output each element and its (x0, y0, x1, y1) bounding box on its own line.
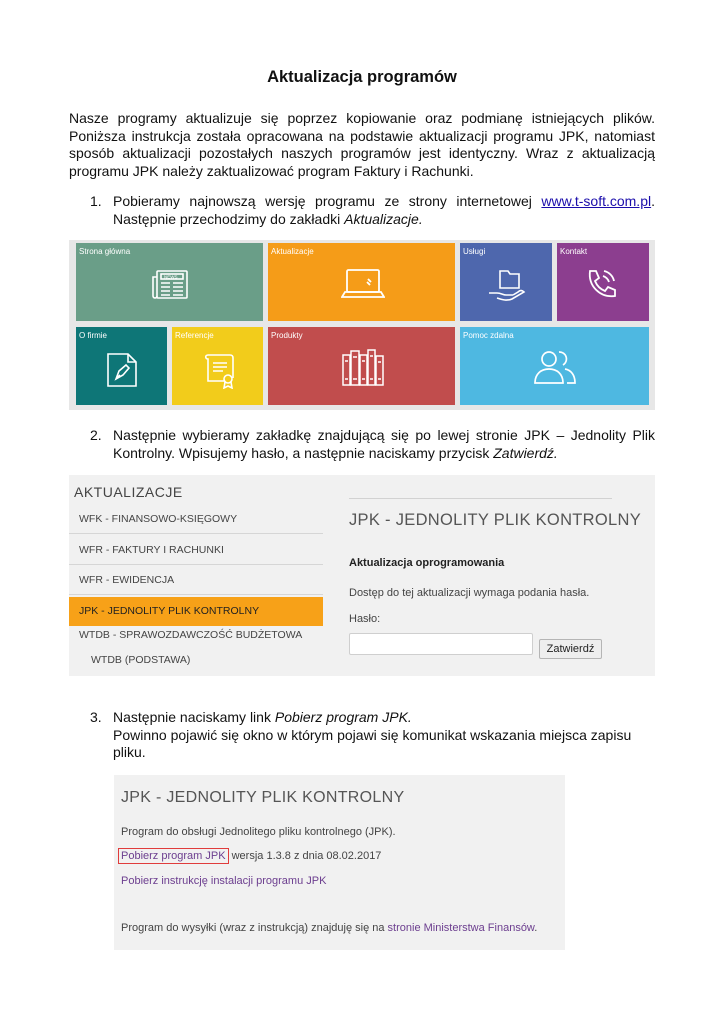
version-text: wersja 1.3.8 z dnia 08.02.2017 (228, 850, 382, 862)
tile-o-firmie (76, 327, 167, 405)
divider (349, 498, 612, 499)
tile-label: Usługi (463, 247, 486, 256)
step-number: 3. (90, 709, 102, 725)
step-italic: Pobierz program JPK. (274, 709, 412, 725)
download-heading: JPK - JEDNOLITY PLIK KONTROLNY (121, 789, 405, 806)
users-icon (532, 347, 578, 387)
footer-row (121, 922, 537, 934)
newspaper-icon (151, 269, 191, 301)
sidebar-item-jpk[interactable]: JPK - JEDNOLITY PLIK KONTROLNY (69, 597, 323, 626)
svg-text:NEWS: NEWS (164, 274, 178, 280)
password-label: Hasło: (349, 613, 381, 625)
tile-label: Pomoc zdalna (463, 331, 514, 340)
sidebar-item-wfr-ewidencja[interactable]: WFR - EWIDENCJA (69, 566, 323, 595)
download-row (121, 850, 381, 862)
step-2 (69, 427, 655, 462)
step-number: 2. (90, 427, 102, 443)
section-title: Aktualizacja oprogramowania (349, 557, 505, 569)
document-pen-icon (104, 351, 140, 389)
step-number: 1. (90, 193, 102, 209)
document-title: Aktualizacja programów (267, 68, 457, 86)
footer-end: . (534, 922, 538, 934)
download-instruction-link[interactable]: Pobierz instrukcję instalacji programu JPK (121, 875, 327, 887)
tile-label: Kontakt (560, 247, 588, 256)
hand-folder-icon (488, 267, 526, 303)
step-1 (69, 193, 655, 228)
jpk-update-screenshot (69, 475, 655, 676)
step-3 (69, 709, 655, 762)
step-text: Następnie wybieramy zakładkę znajdującą się po lewej stronie JPK – Jednolity Plik Kontrolny. Wpisujemy hasło, a następnie naciskamy przycisk (113, 427, 655, 461)
jpk-download-screenshot (114, 775, 565, 950)
access-note: Dostęp do tej aktualizacji wymaga podania hasła. (349, 587, 590, 599)
intro-paragraph: Nasze programy aktualizuje się poprzez kopiowanie oraz podmianę istniejących plików. Poniższa instrukcja została opracowana na podstawie aktualizacji programu JPK, natomiast sposób aktualizacji pozostałych naszych programów jest identyczny. Wraz z aktualizacją programu JPK należy zaktualizować program Faktury i Rachunki. (69, 110, 655, 179)
tile-aktualizacje (268, 243, 455, 321)
laptop-icon (341, 267, 385, 301)
tile-pomoc-zdalna (460, 327, 649, 405)
sidebar-item-wfk[interactable]: WFK - FINANSOWO-KSIĘGOWY (69, 505, 323, 534)
tile-label: Strona główna (79, 247, 131, 256)
tile-strona-glowna (76, 243, 263, 321)
download-program-link[interactable]: Pobierz program JPK (118, 848, 229, 864)
step-text: Pobieramy najnowszą wersję programu ze strony internetowej (113, 193, 542, 209)
books-icon (340, 347, 386, 389)
sidebar-item-wtdb[interactable]: WTDB - SPRAWOZDAWCZOŚĆ BUDŻETOWA (79, 629, 303, 641)
phone-icon (582, 267, 620, 303)
tile-label: Referencje (175, 331, 214, 340)
step-text-line2: Powinno pojawić się okno w którym pojawi się komunikat wskazania miejsca zapisu pliku. (113, 726, 632, 760)
tile-kontakt (557, 243, 649, 321)
confirm-button[interactable]: Zatwierdź (539, 639, 602, 659)
sidebar-item-wfr-faktury[interactable]: WFR - FAKTURY I RACHUNKI (69, 536, 323, 565)
step-italic: Aktualizacje. (344, 210, 423, 227)
step-text: . Następnie przechodzimy do zakładki (113, 193, 655, 227)
step-text: Następnie naciskamy link (113, 709, 275, 725)
tile-label: Produkty (271, 331, 303, 340)
password-input[interactable] (349, 633, 533, 655)
tile-label: Aktualizacje (271, 247, 314, 256)
tile-produkty (268, 327, 455, 405)
footer-text: Program do wysyłki (wraz z instrukcją) znajduję się na (121, 922, 388, 934)
page-heading: JPK - JEDNOLITY PLIK KONTROLNY (349, 511, 642, 529)
sidebar-item-wtdb-podstawa[interactable]: WTDB (PODSTAWA) (91, 654, 191, 666)
tile-uslugi (460, 243, 552, 321)
program-description: Program do obsługi Jednolitego pliku kontrolnego (JPK). (121, 826, 396, 838)
website-tiles-screenshot (69, 240, 655, 410)
step-italic: Zatwierdź. (493, 444, 558, 461)
tile-label: O firmie (79, 331, 107, 340)
t-soft-link[interactable]: www.t-soft.com.pl (541, 193, 652, 209)
tile-referencje (172, 327, 263, 405)
ministry-link[interactable]: stronie Ministerstwa Finansów (387, 922, 535, 934)
certificate-icon (200, 349, 238, 389)
sidebar-title: AKTUALIZACJE (74, 484, 183, 500)
